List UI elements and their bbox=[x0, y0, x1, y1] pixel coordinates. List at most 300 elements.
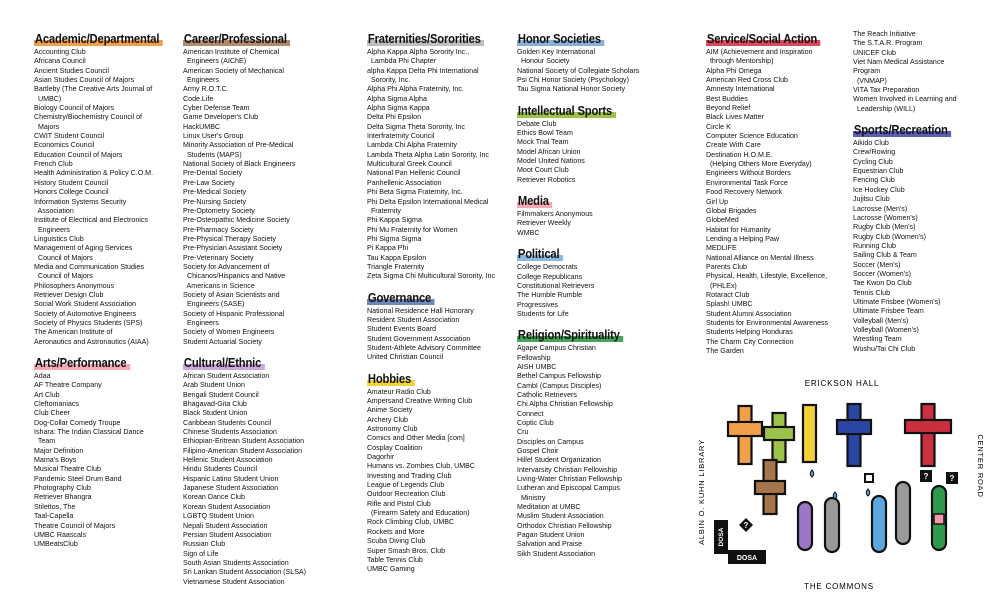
org-item: Institute of Electrical and Electronics bbox=[34, 216, 148, 225]
dosa-sign-horizontal bbox=[728, 550, 766, 564]
section-heading: Hobbies bbox=[367, 373, 415, 386]
org-item: Lacrosse (Women's) bbox=[853, 213, 918, 222]
org-item: Engineers Without Borders bbox=[706, 169, 791, 178]
org-item: Pre-Pharmacy Society bbox=[183, 225, 254, 234]
org-item: Interfraternity Council bbox=[367, 132, 435, 141]
water-icon bbox=[866, 489, 870, 496]
org-item: Moot Court Club bbox=[517, 166, 569, 175]
org-item: Korean Dance Club bbox=[183, 493, 245, 502]
org-item: Society of Women Engineers bbox=[183, 328, 275, 337]
section-heading: Arts/Performance bbox=[34, 357, 130, 370]
org-item: Hellenic Student Association bbox=[183, 456, 273, 465]
org-item: Hispanic Latino Student Union bbox=[183, 474, 279, 483]
org-item: Biology Council of Majors bbox=[34, 104, 115, 113]
org-item: South Asian Students Association bbox=[183, 558, 289, 567]
org-item: Phi Kappa Sigma bbox=[367, 216, 422, 225]
svg-text:DOSA: DOSA bbox=[718, 527, 725, 547]
org-item: AIM (Achievement and Inspiration bbox=[706, 48, 813, 56]
org-item: The American Institute of bbox=[34, 328, 113, 337]
org-item: Amateur Radio Club bbox=[367, 387, 431, 396]
org-item: Program bbox=[853, 67, 881, 76]
org-list bbox=[367, 388, 497, 575]
org-item: Sailing Club & Team bbox=[853, 251, 917, 260]
org-item: CWIT Student Council bbox=[34, 132, 105, 141]
org-item: Table Tennis Club bbox=[367, 555, 423, 564]
org-item: Photography Club bbox=[34, 484, 91, 493]
org-item: Information Systems Security bbox=[34, 197, 127, 206]
org-list bbox=[367, 48, 497, 282]
map-label-right: CENTER ROAD bbox=[976, 434, 985, 498]
org-item: Lutheran and Episcopal Campus bbox=[517, 484, 620, 493]
org-item: UMBC) bbox=[34, 94, 62, 103]
org-item: Lambda Theta Alpha Latin Sorority, Inc bbox=[367, 150, 489, 159]
org-item: Jujitsu Club bbox=[853, 195, 890, 204]
org-item: Habitat for Humanity bbox=[706, 225, 771, 234]
org-item: Ethics Bowl Team bbox=[517, 129, 573, 138]
org-item: Hindu Students Council bbox=[183, 465, 258, 474]
org-item: Destination H.O.M.E. bbox=[706, 150, 773, 159]
org-item: CambI (Campus Disciples) bbox=[517, 381, 602, 390]
org-item: Parents Club bbox=[706, 262, 748, 271]
org-item: Ishara: The Indian Classical Dance bbox=[34, 428, 144, 437]
org-item: Sorority, Inc. bbox=[367, 76, 411, 85]
org-item: Phi Sigma Sigma bbox=[367, 234, 422, 243]
org-item: Women Involved in Learning and bbox=[853, 95, 957, 104]
org-item: Fraternity bbox=[367, 206, 401, 215]
section-heading: Political bbox=[517, 248, 563, 261]
org-item: Wrestling Team bbox=[853, 335, 902, 344]
org-item: Engineers bbox=[183, 76, 219, 85]
org-item: Equestrian Club bbox=[853, 167, 904, 176]
org-item: Food Recovery Network bbox=[706, 188, 783, 197]
org-item: Tau Sigma National Honor Society bbox=[517, 85, 626, 94]
org-item: Student Actuarial Society bbox=[183, 337, 262, 346]
info-icon bbox=[946, 472, 958, 484]
org-item: Rugby Club (Men's) bbox=[853, 223, 916, 232]
org-item: Cycling Club bbox=[853, 157, 893, 166]
info-icon bbox=[739, 518, 753, 532]
org-item: The Garden bbox=[706, 347, 744, 355]
org-item: Filmmakers Anonymous bbox=[517, 210, 593, 219]
org-item: Korean Student Association bbox=[183, 502, 271, 511]
org-item: Rockets and More bbox=[367, 527, 425, 536]
section-heading: Cultural/Ethnic bbox=[183, 357, 265, 370]
org-item: Chinese Students Association bbox=[183, 428, 277, 437]
org-item: Student-Athlete Advisory Committee bbox=[367, 343, 481, 352]
org-item: (VNMAP) bbox=[853, 76, 887, 85]
org-item: Hillel Student Organization bbox=[517, 456, 601, 465]
org-item: United Christian Council bbox=[367, 353, 444, 362]
org-item: National Residence Hall Honorary bbox=[367, 306, 474, 315]
org-item: Orthodox Christian Fellowship bbox=[517, 521, 612, 530]
org-item: Lacrosse (Men's) bbox=[853, 204, 908, 213]
org-item: Mama's Boys bbox=[34, 456, 77, 465]
section-arts bbox=[34, 354, 177, 550]
cluster-hobbies bbox=[803, 405, 816, 462]
org-item: Team bbox=[34, 437, 56, 446]
cluster-career bbox=[755, 460, 785, 514]
org-item: Engineers bbox=[34, 225, 70, 234]
section-heading: Religion/Spirituality bbox=[517, 329, 623, 342]
svg-text:?: ? bbox=[949, 474, 955, 483]
org-item: Ethiopian-Eritrean Student Association bbox=[183, 437, 305, 446]
org-item: Students (MAPS) bbox=[183, 150, 242, 159]
org-item: Alpha Sigma Kappa bbox=[367, 104, 430, 113]
section-religion bbox=[517, 326, 639, 559]
org-item: VITA Tax Preparation bbox=[853, 86, 920, 95]
org-item: Musical Theatre Club bbox=[34, 465, 101, 474]
org-item: Pre-Optometry Society bbox=[183, 206, 255, 215]
org-item: Pre-Medical Society bbox=[183, 188, 247, 197]
org-item: Engineers bbox=[183, 318, 219, 327]
org-item: Running Club bbox=[853, 241, 896, 250]
org-item: Students Helping Honduras bbox=[706, 328, 793, 337]
org-item: Leadership (WILL) bbox=[853, 104, 916, 113]
org-item: Super Smash Bros. Club bbox=[367, 546, 446, 555]
org-item: League of Legends Club bbox=[367, 481, 445, 490]
org-item: Army R.O.T.C. bbox=[183, 85, 229, 94]
section-academic bbox=[34, 30, 177, 347]
section-heading: Intellectual Sports bbox=[517, 105, 616, 118]
org-item: Pre-Law Society bbox=[183, 178, 235, 187]
org-item: Retriever Robotics bbox=[517, 175, 576, 184]
org-item: Sikh Student Association bbox=[517, 549, 596, 558]
map-label-top: ERICKSON HALL bbox=[804, 379, 880, 388]
org-list bbox=[517, 263, 639, 319]
column-2 bbox=[183, 30, 306, 594]
org-list bbox=[517, 120, 639, 185]
org-item: Americans in Science bbox=[183, 281, 255, 290]
section-heading: Fraternities/Sororities bbox=[367, 33, 484, 46]
svg-text:?: ? bbox=[923, 472, 929, 481]
cluster-media bbox=[934, 514, 944, 524]
org-item: Sign of Life bbox=[183, 549, 219, 558]
org-item: Sri Lankan Student Association (SLSA) bbox=[183, 568, 307, 577]
org-list bbox=[853, 30, 962, 114]
org-item: Pre-Nursing Society bbox=[183, 197, 247, 206]
org-item: Circle K bbox=[706, 122, 731, 131]
org-item: Game Developer's Club bbox=[183, 113, 259, 122]
org-item: Persian Student Association bbox=[183, 530, 272, 539]
org-item: Nepali Student Association bbox=[183, 521, 268, 530]
org-item: Viet Nam Medical Assistance bbox=[853, 58, 945, 67]
org-item: Tennis Club bbox=[853, 288, 891, 297]
org-item: Management of Aging Services bbox=[34, 244, 133, 253]
org-item: Cru bbox=[517, 428, 529, 437]
section-service bbox=[706, 30, 833, 356]
org-item: Economics Council bbox=[34, 141, 95, 150]
org-item: Society of Hispanic Professional bbox=[183, 309, 285, 318]
org-item: Aikido Club bbox=[853, 139, 889, 148]
org-item: Alpha Sigma Alpha bbox=[367, 94, 427, 103]
section-intellectual bbox=[517, 102, 639, 185]
org-item: Student Government Association bbox=[367, 334, 471, 343]
org-item: The Humble Rumble bbox=[517, 291, 583, 300]
org-item: Taal-Capella bbox=[34, 512, 74, 521]
svg-text:DOSA: DOSA bbox=[736, 555, 758, 562]
org-item: Golden Key International bbox=[517, 48, 596, 56]
cluster-service bbox=[905, 404, 951, 466]
cluster-cultural bbox=[798, 502, 812, 550]
org-list bbox=[706, 48, 833, 356]
org-item: Asian Studies Council of Majors bbox=[34, 76, 135, 85]
org-item: Society of Physics Students (SPS) bbox=[34, 318, 143, 327]
org-item: Archery Club bbox=[367, 415, 409, 424]
org-item: Student Alumni Association bbox=[706, 309, 792, 318]
org-item: Russian Club bbox=[183, 540, 226, 549]
org-item: Lambda Chi Alpha Fraternity bbox=[367, 141, 457, 150]
org-item: Amnesty International bbox=[706, 85, 775, 94]
org-item: Constitutional Retrievers bbox=[517, 281, 595, 290]
org-item: Arab Student Union bbox=[183, 381, 245, 390]
org-item: Scuba Diving Club bbox=[367, 537, 426, 546]
org-item: Best Buddies bbox=[706, 94, 748, 103]
org-item: Alpha Phi Alpha Fraternity, Inc. bbox=[367, 85, 464, 94]
column-4 bbox=[517, 30, 639, 566]
org-item: Dagorhir bbox=[367, 453, 395, 462]
org-item: Honour Society bbox=[517, 57, 570, 66]
org-item: Media and Communication Studies bbox=[34, 262, 145, 271]
column-3 bbox=[367, 30, 497, 582]
section-governance bbox=[367, 289, 497, 363]
org-item: Accounting Club bbox=[34, 48, 86, 56]
org-item: GlobeMed bbox=[706, 216, 739, 225]
org-item: Association bbox=[34, 206, 74, 215]
org-item: Dog-Collar Comedy Troupe bbox=[34, 418, 121, 427]
org-item: Psi Chi Honor Society (Psychology) bbox=[517, 76, 629, 85]
org-item: LGBTQ Student Union bbox=[183, 512, 254, 521]
org-list bbox=[183, 372, 306, 587]
svg-text:?: ? bbox=[743, 521, 749, 530]
org-item: Catholic Retrievers bbox=[517, 390, 577, 399]
org-item: Africana Council bbox=[34, 57, 86, 66]
org-item: Anime Society bbox=[367, 406, 413, 415]
org-item: The Charm City Connection bbox=[706, 337, 794, 346]
org-item: Comics and Other Media [com] bbox=[367, 434, 465, 443]
org-item: UNICEF Club bbox=[853, 48, 896, 57]
org-item: Society of Asian Scientists and bbox=[183, 290, 280, 299]
org-item: College Democrats bbox=[517, 263, 578, 272]
org-item: Chemistry/Biochemistry Council of bbox=[34, 113, 143, 122]
map-label-left: ALBIN O. KUHN LIBRARY bbox=[697, 439, 706, 545]
cluster-intellectual bbox=[764, 413, 794, 462]
cluster-fraternities bbox=[825, 498, 839, 552]
org-item: French Club bbox=[34, 160, 73, 169]
org-item: Progressives bbox=[517, 300, 559, 309]
org-item: Social Work Student Association bbox=[34, 300, 136, 309]
org-item: The Reach Initiative bbox=[853, 30, 916, 38]
org-item: Volleyball (Women's) bbox=[853, 325, 919, 334]
org-item: Disciples on Campus bbox=[517, 437, 584, 446]
org-item: Linux User's Group bbox=[183, 132, 244, 141]
org-item: Connect bbox=[517, 409, 544, 418]
org-item: (Firearm Safety and Education) bbox=[367, 509, 470, 518]
org-item: Bartleby (The Creative Arts Journal of bbox=[34, 85, 153, 94]
org-item: Alpha Phi Omega bbox=[706, 66, 762, 75]
org-item: National Pan Hellenic Council bbox=[367, 169, 461, 178]
org-item: Pre-Veterinary Society bbox=[183, 253, 254, 262]
org-item: Agape Campus Christian bbox=[517, 344, 596, 353]
org-item: Zeta Sigma Chi Multicultural Sorority, Inc bbox=[367, 272, 495, 281]
section-sports bbox=[853, 121, 962, 354]
org-item: through Mentorship) bbox=[706, 57, 774, 66]
org-item: AF Theatre Company bbox=[34, 381, 102, 390]
org-item: HackUMBC bbox=[183, 122, 221, 131]
org-item: National Alliance on Mental Illness bbox=[706, 253, 814, 262]
section-heading: Sports/Recreation bbox=[853, 124, 951, 137]
cluster-academic bbox=[728, 406, 762, 464]
org-item: College Republicans bbox=[517, 272, 583, 281]
org-item: Ancient Studies Council bbox=[34, 66, 109, 75]
org-item: Pandemic Steel Drum Band bbox=[34, 474, 122, 483]
org-item: Club Cheer bbox=[34, 409, 70, 418]
org-item: AISH UMBC bbox=[517, 362, 557, 371]
org-item: Rotaract Club bbox=[706, 290, 750, 299]
org-item: Rock Climbing Club, UMBC bbox=[367, 518, 455, 527]
org-item: UMBC Gaming bbox=[367, 565, 415, 574]
org-item: Outdoor Recreation Club bbox=[367, 490, 446, 499]
section-heading: Governance bbox=[367, 292, 435, 305]
org-item: Japanese Student Association bbox=[183, 484, 279, 493]
org-item: Lending a Helping Paw bbox=[706, 234, 779, 243]
org-item: Salvation and Praise bbox=[517, 540, 583, 549]
org-item: Tau Kappa Epsilon bbox=[367, 253, 427, 262]
org-item: Art Club bbox=[34, 390, 60, 399]
org-item: African Student Association bbox=[183, 372, 270, 380]
org-item: Adaa bbox=[34, 372, 51, 380]
org-item: Cosplay Coalition bbox=[367, 443, 423, 452]
org-item: Triangle Fraternity bbox=[367, 262, 425, 271]
org-item: Council of Majors bbox=[34, 253, 93, 262]
org-item: Ultimate Frisbee Team bbox=[853, 307, 924, 316]
org-item: Muslim Student Association bbox=[517, 512, 604, 521]
org-item: Resident Student Association bbox=[367, 315, 460, 324]
section-heading: Academic/Departmental bbox=[34, 33, 163, 46]
org-item: Delta Sigma Theta Sorority, Inc bbox=[367, 122, 465, 131]
org-item: Intervarsity Christian Fellowship bbox=[517, 465, 618, 474]
org-item: Soccer (Men's) bbox=[853, 260, 901, 269]
org-item: Computer Science Education bbox=[706, 132, 798, 141]
column-5 bbox=[706, 30, 833, 363]
org-item: Delta Phi Epsilon bbox=[367, 113, 422, 122]
org-item: Physical, Health, Lifestyle, Excellence, bbox=[706, 272, 828, 281]
org-item: Chicanos/Hispanics and Native bbox=[183, 272, 286, 281]
org-item: MEDLIFE bbox=[706, 244, 737, 253]
org-item: Society for Advancement of bbox=[183, 262, 270, 271]
org-item: Wushu/Tai Chi Club bbox=[853, 344, 916, 353]
org-item: Health Administration & Policy C.O.M. bbox=[34, 169, 154, 178]
org-item: National Society of Collegiate Scholars bbox=[517, 66, 640, 75]
org-list bbox=[853, 139, 962, 354]
org-item: Vietnamese Student Association bbox=[183, 577, 285, 586]
org-list bbox=[367, 307, 497, 363]
water-icon bbox=[833, 492, 837, 499]
org-item: alpha Kappa Delta Phi International bbox=[367, 66, 479, 75]
org-item: Philosophers Anonymous bbox=[34, 281, 115, 290]
org-item: Pagan Student Union bbox=[517, 531, 585, 540]
org-item: Black Student Union bbox=[183, 409, 248, 418]
org-item: Chi Alpha Christian Fellowship bbox=[517, 400, 613, 409]
org-item: Aeronautics and Astronautics (AIAA) bbox=[34, 337, 149, 346]
org-item: Major Definition bbox=[34, 446, 84, 455]
org-item: Model United Nations bbox=[517, 157, 585, 166]
org-item: American Institute of Chemical bbox=[183, 48, 280, 56]
org-item: Stilettos, The bbox=[34, 502, 76, 511]
org-item: Retriever Weekly bbox=[517, 219, 571, 228]
section-heading: Media bbox=[517, 195, 552, 208]
org-item: American Red Cross Club bbox=[706, 76, 789, 85]
org-item: Rugby Club (Women's) bbox=[853, 232, 926, 241]
org-item: Engineers (SASE) bbox=[183, 300, 245, 309]
org-item: Filipino-American Student Association bbox=[183, 446, 303, 455]
org-item: Majors bbox=[34, 122, 60, 131]
org-item: Cleftomaniacs bbox=[34, 400, 79, 409]
section-hobbies bbox=[367, 370, 497, 575]
org-item: Minority Association of Pre-Medical bbox=[183, 141, 294, 150]
org-item: Tae Kwon Do Club bbox=[853, 279, 912, 288]
section-heading: Career/Professional bbox=[183, 33, 290, 46]
org-item: Gospel Choir bbox=[517, 447, 559, 455]
org-item: Retriever Design Club bbox=[34, 290, 104, 299]
org-item: Students for Environmental Awareness bbox=[706, 318, 829, 327]
org-item: Ultimate Frisbee (Women's) bbox=[853, 297, 941, 306]
org-list bbox=[34, 48, 177, 347]
org-item: Mock Trial Team bbox=[517, 138, 569, 147]
section-career bbox=[183, 30, 306, 347]
org-item: American Society of Mechanical bbox=[183, 66, 284, 75]
org-item: Retriever Bhangra bbox=[34, 493, 92, 502]
org-list bbox=[517, 344, 639, 559]
org-item: Students for Life bbox=[517, 309, 569, 318]
org-item: UMBC Raascals bbox=[34, 530, 87, 539]
org-item: (Helping Others More Everyday) bbox=[706, 160, 812, 169]
org-item: Living-Water Christian Fellowship bbox=[517, 475, 622, 484]
org-item: Lambda Phi Chapter bbox=[367, 57, 437, 66]
org-item: Pi Kappa Phi bbox=[367, 244, 409, 253]
org-item: Ice Hockey Club bbox=[853, 185, 905, 194]
section-cultural bbox=[183, 354, 306, 587]
org-item: Beyond Relief bbox=[706, 104, 751, 113]
cluster-governance bbox=[837, 404, 871, 466]
cluster-sports bbox=[896, 482, 910, 544]
section-fraternities bbox=[367, 30, 497, 282]
org-item: Create With Care bbox=[706, 141, 761, 150]
org-item: Pre-Dental Society bbox=[183, 169, 243, 178]
org-item: Pre-Physician Assistant Society bbox=[183, 244, 283, 253]
org-item: Phi Beta Sigma Fraternity, Inc. bbox=[367, 188, 463, 197]
org-item: Global Brigades bbox=[706, 206, 757, 215]
org-item: Soccer (Women's) bbox=[853, 269, 911, 278]
org-item: Girl Up bbox=[706, 197, 729, 206]
dosa-sign-vertical bbox=[714, 520, 728, 554]
org-list bbox=[183, 48, 306, 347]
org-item: Alpha Kappa Alpha Sorority Inc., bbox=[367, 48, 470, 56]
org-item: Fencing Club bbox=[853, 176, 895, 185]
org-item: Ministry bbox=[517, 493, 546, 502]
org-item: Multicultural Greek Council bbox=[367, 160, 452, 169]
org-item: Caribbean Students Council bbox=[183, 418, 272, 427]
org-item: Volleyball (Men's) bbox=[853, 316, 909, 325]
org-item: Splash! UMBC bbox=[706, 300, 753, 309]
org-item: WMBC bbox=[517, 228, 540, 237]
org-item: Bethel Campus Fellowship bbox=[517, 372, 601, 381]
org-item: Council of Majors bbox=[34, 272, 93, 281]
column-1 bbox=[34, 30, 177, 557]
org-item: Panhellenic Association bbox=[367, 178, 442, 187]
org-item: Theatre Council of Majors bbox=[34, 521, 116, 530]
org-item: Debate Club bbox=[517, 119, 557, 128]
org-item: Humans vs. Zombies Club, UMBC bbox=[367, 462, 476, 471]
